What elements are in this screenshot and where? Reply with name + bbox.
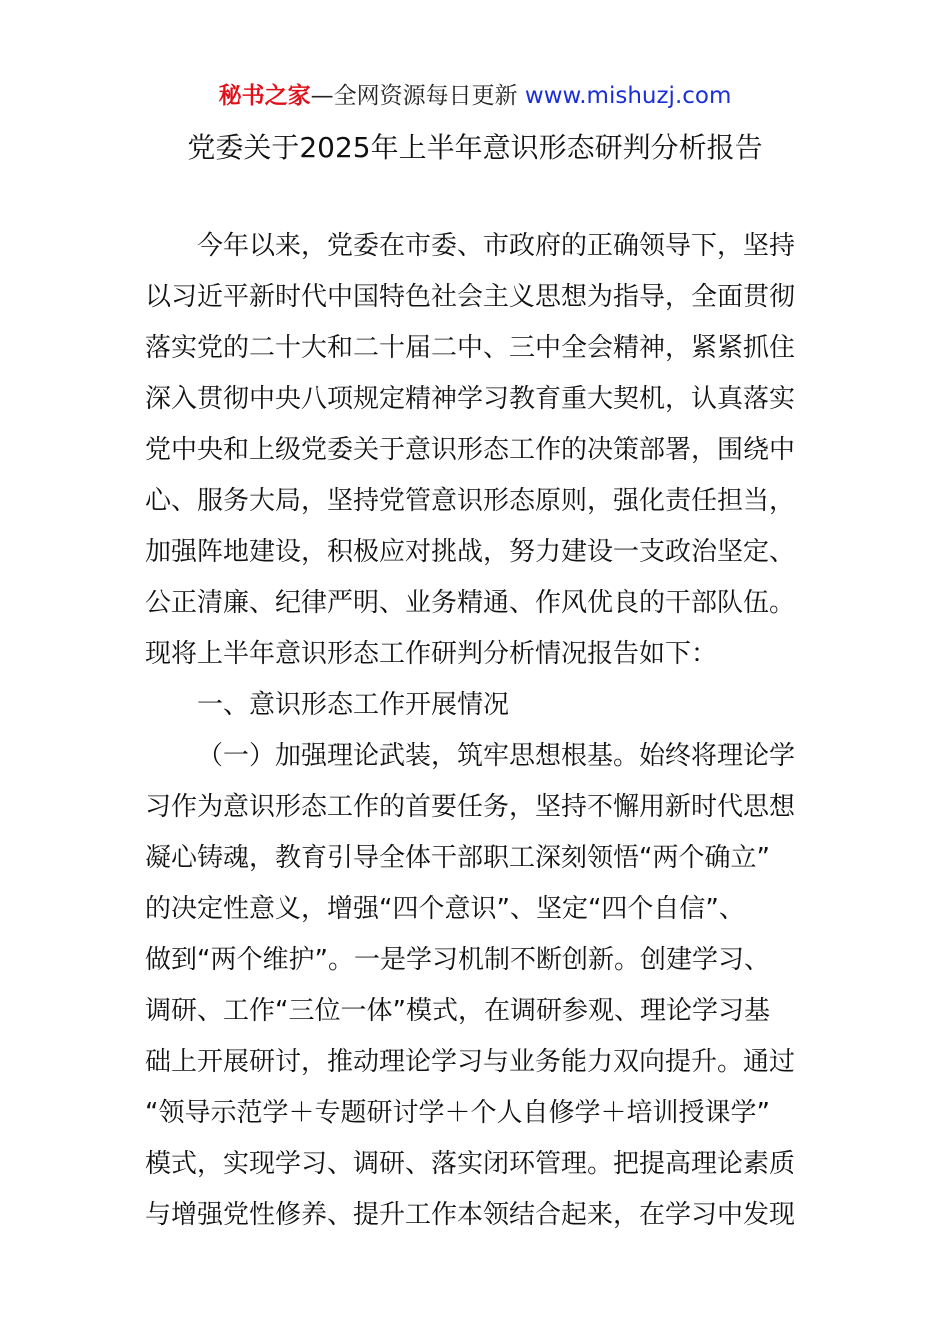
body-line: 党中央和上级党委关于意识形态工作的决策部署，围绕中: [145, 435, 796, 465]
body-line: 础上开展研讨，推动理论学习与业务能力双向提升。通过: [145, 1047, 796, 1077]
header-tagline: —全网资源每日更新: [310, 83, 525, 109]
document-title: 党委关于2025年上半年意识形态研判分析报告: [187, 131, 763, 164]
body-line: 做到“两个维护”。一是学习机制不断创新。创建学习、: [145, 945, 770, 975]
site-header: [0, 80, 950, 112]
body-line: 模式，实现学习、调研、落实闭环管理。把提高理论素质: [145, 1149, 796, 1179]
body-line: 心、服务大局，坚持党管意识形态原则，强化责任担当，: [145, 486, 796, 516]
document-body: [145, 221, 807, 1241]
body-line: 的决定性意义，增强“四个意识”、坚定“四个自信”、: [145, 894, 745, 924]
body-line: 现将上半年意识形态工作研判分析情况报告如下：: [145, 639, 718, 669]
body-line: 一、意识形态工作开展情况: [197, 690, 510, 720]
body-line: 加强阵地建设，积极应对挑战，努力建设一支政治坚定、: [145, 537, 796, 567]
body-line: 公正清廉、纪律严明、业务精通、作风优良的干部队伍。: [145, 588, 796, 618]
body-line: 今年以来，党委在市委、市政府的正确领导下，坚持: [197, 231, 796, 261]
brand-name: 秘书之家: [218, 83, 311, 109]
body-line: （一）加强理论武装，筑牢思想根基。始终将理论学: [197, 741, 796, 771]
body-line: 与增强党性修养、提升工作本领结合起来，在学习中发现: [145, 1200, 796, 1230]
body-line: 习作为意识形态工作的首要任务，坚持不懈用新时代思想: [145, 792, 796, 822]
body-line: 以习近平新时代中国特色社会主义思想为指导，全面贯彻: [145, 282, 796, 312]
body-line: 落实党的二十大和二十届二中、三中全会精神，紧紧抓住: [145, 333, 796, 363]
body-line: “领导示范学＋专题研讨学＋个人自修学＋培训授课学”: [145, 1098, 770, 1128]
body-line: 深入贯彻中央八项规定精神学习教育重大契机，认真落实: [145, 384, 796, 414]
site-url[interactable]: www.mishuzj.com: [524, 83, 732, 109]
body-line: 凝心铸魂，教育引导全体干部职工深刻领悟“两个确立”: [145, 843, 770, 873]
body-line: 调研、工作“三位一体”模式，在调研参观、理论学习基: [145, 996, 770, 1026]
